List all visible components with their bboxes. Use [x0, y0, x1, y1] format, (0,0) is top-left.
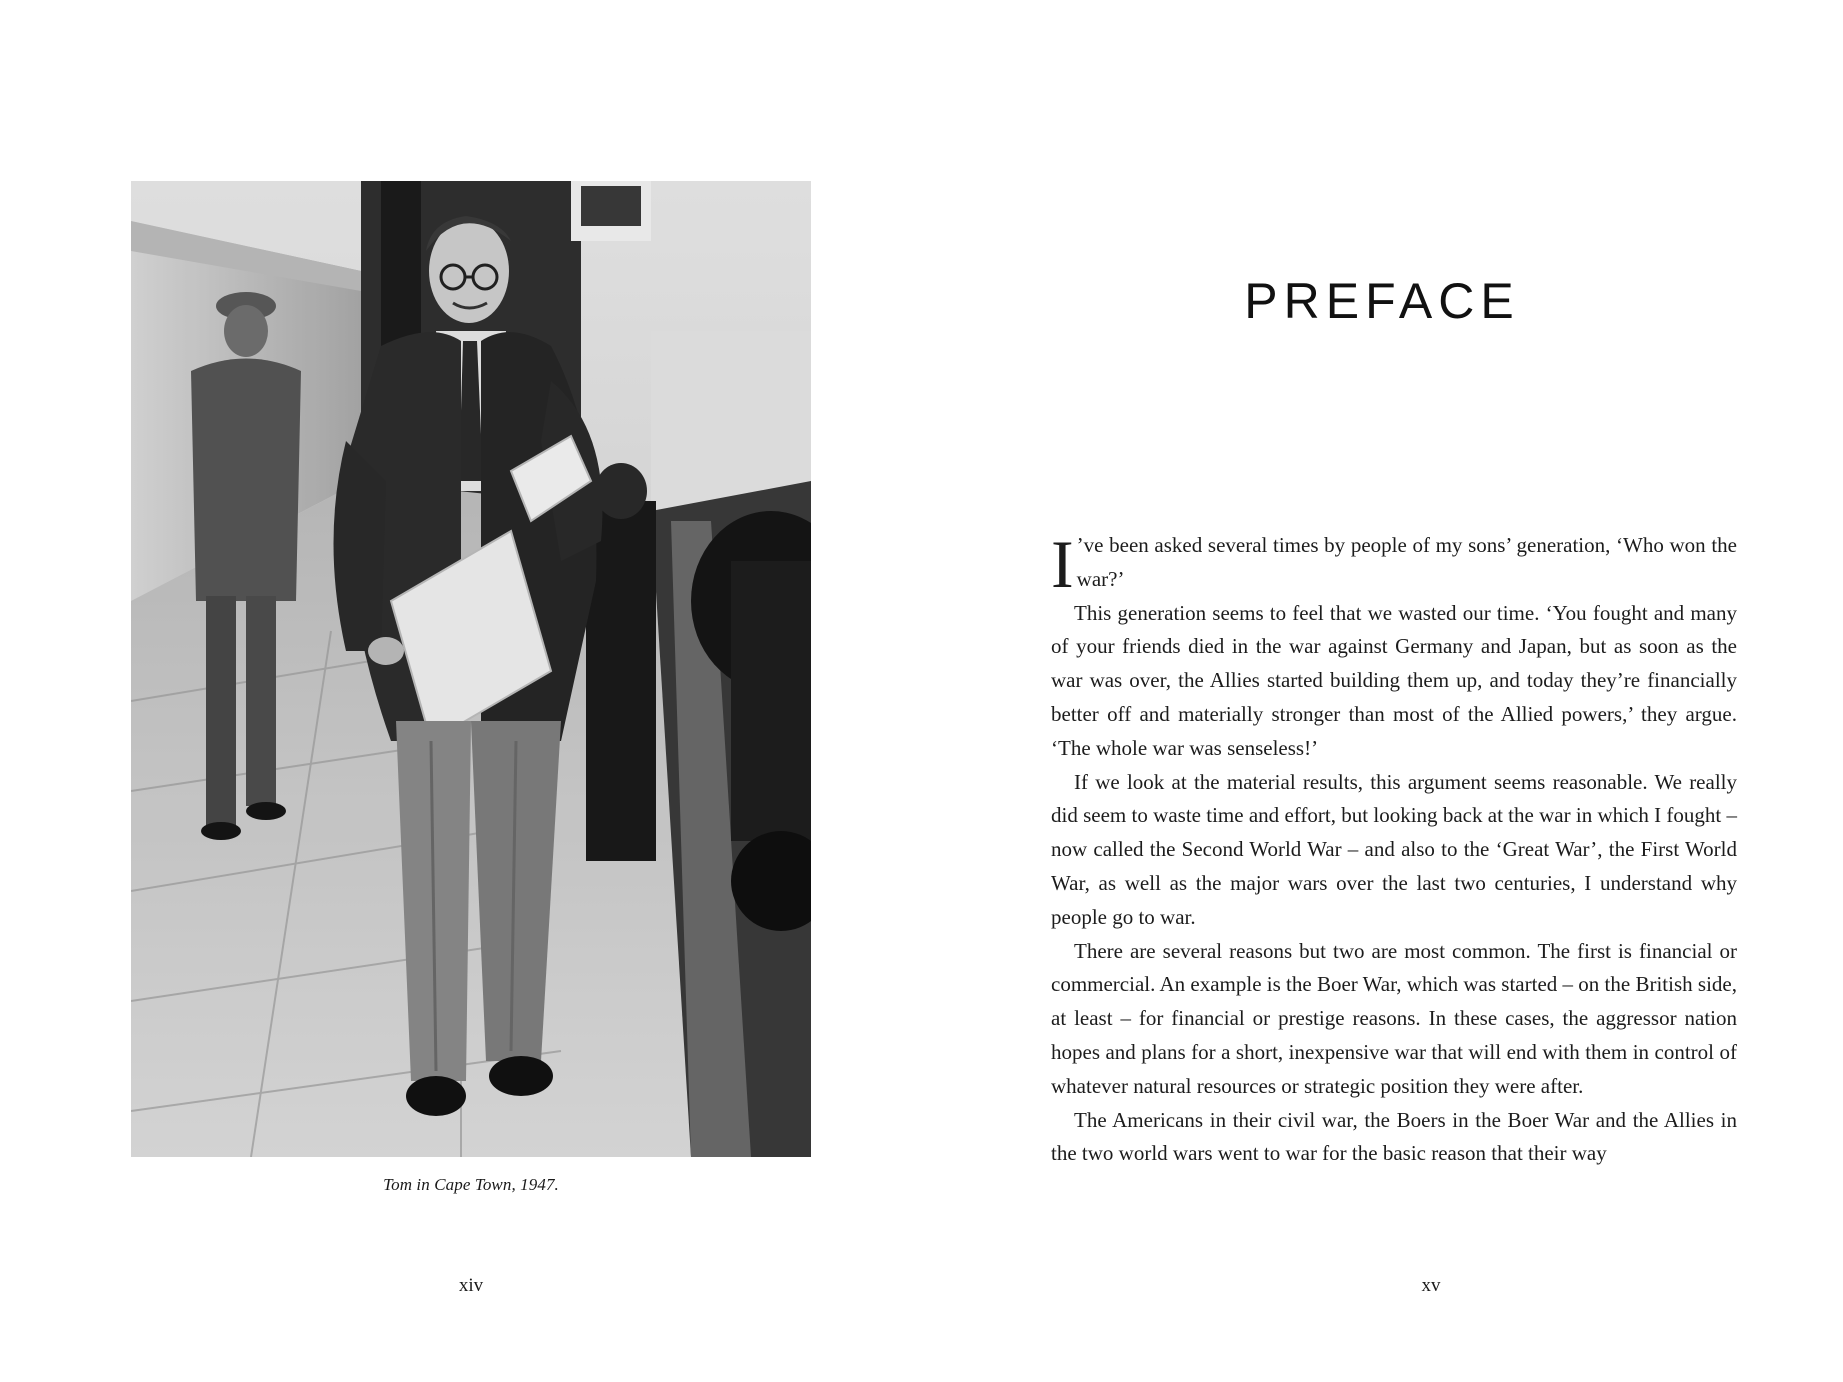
paragraph-4: There are several reasons but two are most common. The first is financial or commercial. An example is the Boer War, which was started – on the British side, at least – for financial or prestige reasons. In these cases, the aggressor nation hopes and plans for a short, inexpensive war that will end with them in control of whatever natural resources or strategic position they were after. [1051, 938, 1737, 1098]
paragraph-1-text: ’ve been asked several times by people of my sons’ generation, ‘Who won the war?’ [1076, 533, 1737, 591]
photo-caption: Tom in Cape Town, 1947. [383, 1175, 559, 1194]
left-page [0, 0, 921, 1382]
drop-cap: I [1051, 526, 1074, 602]
page-number-right: xv [1421, 1275, 1441, 1296]
photograph-icon [131, 181, 811, 1157]
paragraph-3: If we look at the material results, this argument seems reasonable. We really did seem to waste time and effort, but looking back at the war in which I fought – now called the Second World War – and also to the ‘Great War’, the First World War, as well as the major wars over the last two centuries, I understand why people go to war. [1051, 769, 1737, 929]
paragraph-5: The Americans in their civil war, the Boers in the Boer War and the Allies in the two world wars went to war for the basic reason that their way [1051, 1107, 1737, 1166]
preface-body [1051, 526, 1737, 1171]
photo-tom-cape-town [131, 181, 811, 1157]
chapter-title: PREFACE [1244, 273, 1520, 329]
right-page [921, 0, 1843, 1382]
paragraph-1 [1051, 526, 1737, 602]
page-number-left: xiv [458, 1275, 484, 1296]
paragraph-2: This generation seems to feel that we wasted our time. ‘You fought and many of your friends died in the war against Germany and Japan, but as soon as the war was over, the Allies started building them up, and today they’re financially better off and materially stronger than most of the Allied powers,’ they argue. ‘The whole war was senseless!’ [1051, 600, 1737, 760]
